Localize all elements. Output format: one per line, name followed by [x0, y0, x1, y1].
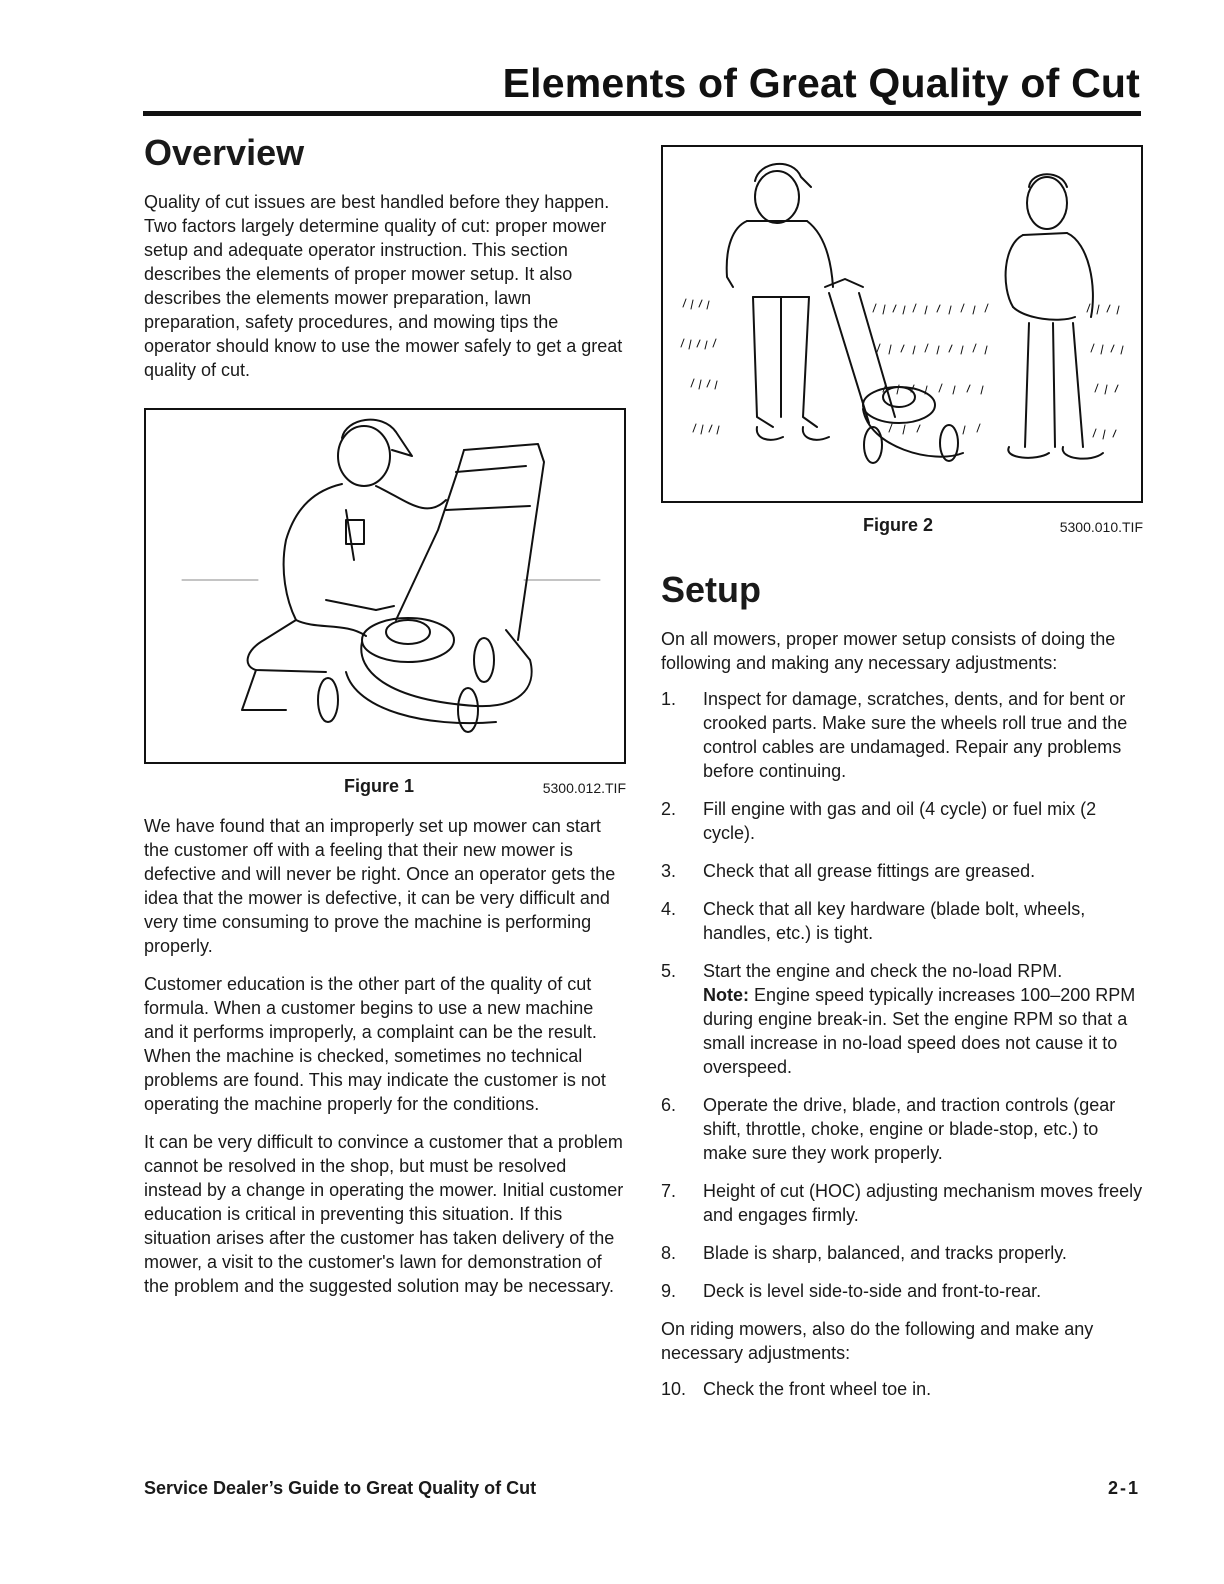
figure-2-filename: 5300.010.TIF	[1059, 519, 1143, 535]
list-item: 3. Check that all grease fittings are greased.	[661, 861, 1036, 881]
page-title: Elements of Great Quality of Cut	[502, 60, 1140, 106]
footer-title: Service Dealer’s Guide to Great Quality of Cut	[144, 1478, 537, 1498]
riding-intro: On riding mowers, also do the following and make any necessary adjustments:	[661, 1319, 1094, 1363]
figure-2-caption	[661, 515, 1143, 539]
list-item: 5. Start the engine and check the no-load RPM. Note: Engine speed typically increases 100–200 RPM during engine break-in. Set the engine RPM so that a small increase in no-load speed does not cause it to overspeed.	[661, 961, 1136, 1077]
overview-paragraph-4: It can be very difficult to convince a customer that a problem cannot be resolved in the shop, but must be resolved instead by a change in operating the mower. Initial customer education is critical in preventing this situation. If this situation arises after the customer has taken delivery of the mower, a visit to the customer's lawn for demonstration of the problem and the suggested solution may be necessary.	[144, 1132, 624, 1296]
setup-intro: On all mowers, proper mower setup consists of doing the following and making any necessary adjustments:	[661, 629, 1116, 673]
list-item: 6. Operate the drive, blade, and traction controls (gear shift, throttle, choke, engine or blade-stop, etc.) to make sure they work properly.	[661, 1095, 1116, 1163]
list-item: 8. Blade is sharp, balanced, and tracks properly.	[661, 1243, 1067, 1263]
setup-steps-list	[661, 687, 1143, 1303]
overview-paragraph-3: Customer education is the other part of the quality of cut formula. When a customer begins to use a new machine and it performs improperly, a complaint can be the result. When the machine is checked, sometimes no technical problems are found. This may indicate the customer is not operating the machine properly for the conditions.	[144, 974, 606, 1114]
list-item: 10. Check the front wheel toe in.	[661, 1379, 932, 1399]
figure-2-label: Figure 2	[863, 515, 934, 535]
list-item: 7. Height of cut (HOC) adjusting mechanism moves freely and engages firmly.	[661, 1181, 1143, 1225]
figure-1-illustration	[146, 410, 624, 762]
figure-2-frame	[661, 145, 1143, 503]
overview-heading: Overview	[144, 132, 305, 173]
step-text: Start the engine and check the no-load RPM.	[703, 961, 1063, 981]
right-column	[661, 145, 1143, 1415]
list-item: 2. Fill engine with gas and oil (4 cycle) or fuel mix (2 cycle).	[661, 799, 1097, 843]
page-number: 2-1	[1107, 1478, 1140, 1498]
figure-1-filename: 5300.012.TIF	[542, 780, 626, 796]
setup-heading: Setup	[661, 569, 762, 610]
overview-paragraph-2: We have found that an improperly set up mower can start the customer off with a feeling that their new mower is defective and will never be right. Once an operator gets the idea that the mower is defective, it can be very difficult and very time consuming to prove the machine is performing properly.	[144, 816, 616, 956]
riding-steps-list	[661, 1377, 1143, 1401]
figure-1-frame	[144, 408, 626, 764]
figure-1-caption	[144, 776, 626, 800]
overview-intro: Quality of cut issues are best handled before they happen. Two factors largely determine quality of cut: proper mower setup and adequate operator instruction. This section describes the elements of proper mower setup. It also describes the elements mower preparation, lawn preparation, safety procedures, and mowing tips the operator should know to use the mower safely to get a great quality of cut.	[144, 192, 623, 380]
note-label: Note:	[703, 985, 749, 1005]
figure-1-label: Figure 1	[344, 776, 415, 796]
note-text: Engine speed typically increases 100–200 RPM during engine break-in. Set the engine RPM so that a small increase in no-load speed does not cause it to overspeed.	[703, 985, 1136, 1077]
list-item: 9. Deck is level side-to-side and front-to-rear.	[661, 1281, 1042, 1301]
header-rule	[143, 111, 1141, 116]
left-column	[144, 130, 628, 1298]
list-item: 4. Check that all key hardware (blade bolt, wheels, handles, etc.) is tight.	[661, 899, 1086, 943]
list-item: 1. Inspect for damage, scratches, dents, and for bent or crooked parts. Make sure the wheels roll true and the control cables are undamaged. Repair any problems before continuing.	[661, 689, 1128, 781]
figure-2-illustration	[663, 147, 1141, 501]
